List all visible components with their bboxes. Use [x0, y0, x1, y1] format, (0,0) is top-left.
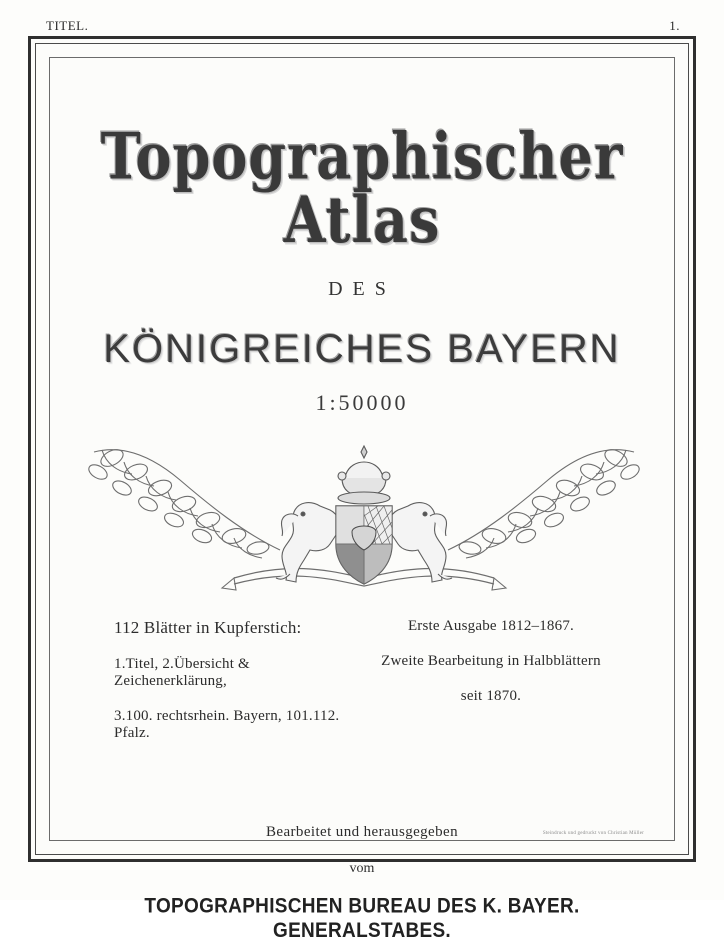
- atlas-scale: 1:50000: [315, 390, 409, 415]
- publisher-block: [84, 824, 640, 941]
- sheets-detail-line-1: 1.Titel, 2.Übersicht & Zeichenerklärung,: [114, 656, 250, 689]
- sheets-count-line: 112 Blätter in Kupferstich:: [114, 618, 302, 637]
- title-frame-inner: [49, 57, 675, 943]
- edition-info-columns: [84, 618, 640, 760]
- page-number: 1.: [669, 18, 680, 33]
- publisher-name: TOPOGRAPHISCHEN BUREAU DES K. BAYER. GENERALSTABES.: [144, 894, 580, 943]
- publisher-line-1: Bearbeitet und herausgegeben: [266, 824, 458, 840]
- sheets-info-column: [114, 618, 352, 760]
- second-edition-line: Zweite Bearbeitung in Halbblättern: [381, 653, 601, 669]
- coat-of-arms-illustration: [84, 432, 644, 610]
- sheets-detail-line-2: 3.100. rechtsrhein. Bayern, 101.112. Pfalz.: [114, 708, 340, 741]
- edition-info-column: [372, 618, 610, 760]
- publisher-line-2: vom: [349, 861, 375, 876]
- since-year-line: seit 1870.: [460, 688, 522, 704]
- title-content: [50, 58, 674, 943]
- printer-imprint: Steindruck und gedruckt von Christian Müller: [542, 831, 644, 836]
- page-label-left: TITEL.: [46, 18, 89, 33]
- first-edition-line: Erste Ausgabe 1812–1867.: [407, 618, 574, 634]
- emblem-area: [84, 432, 640, 612]
- title-frame-outer: [28, 36, 696, 943]
- atlas-main-title: Topographischer Atlas: [100, 118, 624, 258]
- atlas-subject-title: KÖNIGREICHES BAYERN: [103, 327, 621, 371]
- atlas-des-label: DES: [328, 278, 396, 300]
